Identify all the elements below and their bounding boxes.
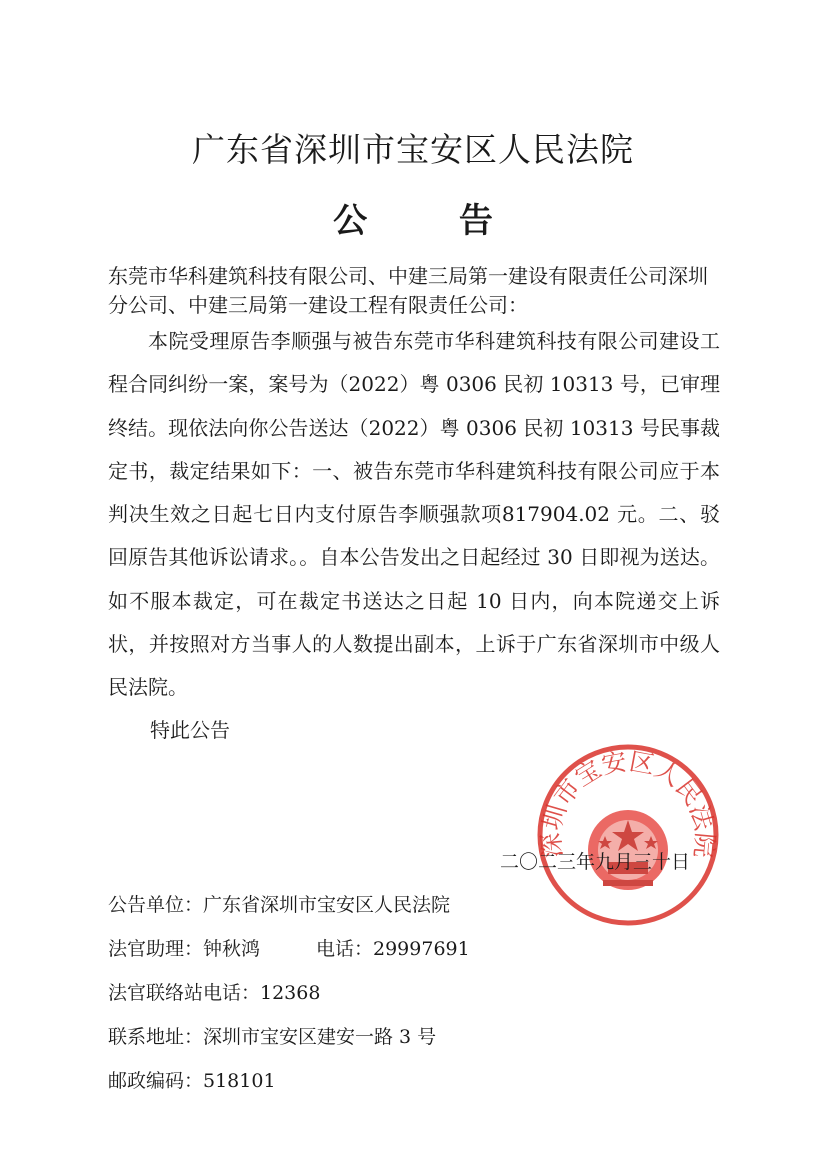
footer-assistant: 法官助理：钟秋鸿 [108,938,261,960]
notice-body: 本院受理原告李顺强与被告东莞市华科建筑科技有限公司建设工程合同纠纷一案，案号为（2022）粤 0306 民初 10313 号，已审理终结。现依法向你公告送达（2022）粤 0306 民初 10313 号民事裁定书，裁定结果如下：一、被告东莞市华科建筑科技有限公司应于本判决生效之日起七日内支付原告李顺强款项817904.02 元。二、驳回原告其他诉讼请求。。自本公告发出之日起经过 30 日即视为送达。如不服本裁定，可在裁定书送达之日起 10 日内，向本院递交上诉状，并按照对方当事人的人数提出副本，上诉于广东省深圳市中级人民法院。 [108,329,720,700]
footer-hotline: 法官联络站电话：12368 [108,982,321,1004]
court-seal [533,740,723,930]
footer-phone: 电话：29997691 [316,938,470,960]
footer-address: 联系地址：深圳市宝安区建安一路 3 号 [108,1026,437,1048]
footer-postcode: 邮政编码：518101 [108,1070,276,1092]
footer-unit: 公告单位：广东省深圳市宝安区人民法院 [108,894,451,916]
seal-text: 深圳市宝安区人民法院 [536,746,720,860]
addressee: 东莞市华科建筑科技有限公司、中建三局第一建设有限责任公司深圳分公司、中建三局第一建设工程有限责任公司： [108,264,708,317]
court-title: 广东省深圳市宝安区人民法院 [192,130,634,169]
closing-text: 特此公告 [150,718,230,742]
notice-title: 公 告 [333,201,533,241]
issue-date: 二〇二三年九月三十日 [500,851,691,873]
